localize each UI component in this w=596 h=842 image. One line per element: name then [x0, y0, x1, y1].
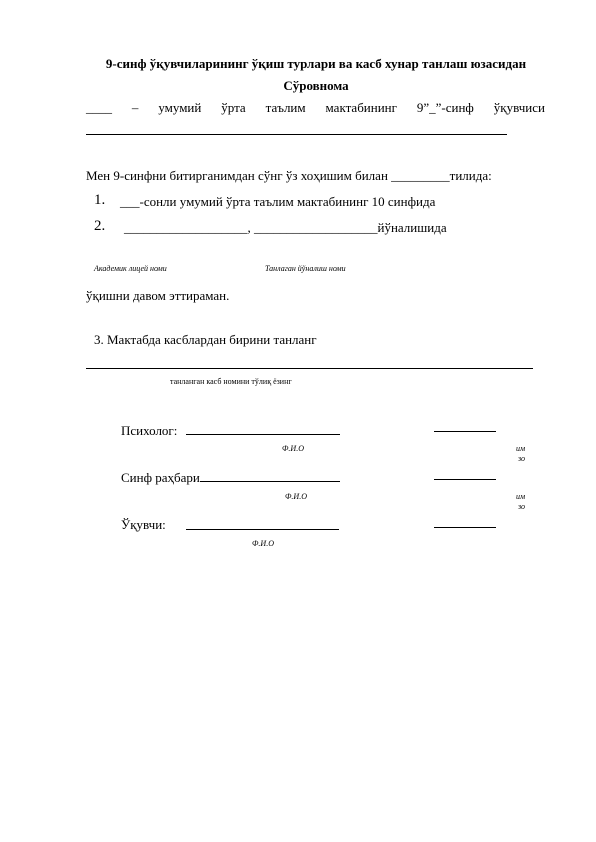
- option-1-label: -сонли умумий ўрта таълим мактабининг 10 синфида: [139, 194, 436, 209]
- document-subtitle: Сўровнома: [283, 78, 349, 93]
- class-label: 9”_”-синф: [416, 100, 474, 115]
- document-title: 9-синф ўқувчиларининг ўқиш турлари ва касб хунар танлаш юзасидан: [105, 56, 527, 71]
- question-3: 3. Мактабда касблардан бирини танланг: [94, 332, 317, 347]
- student-label: Ўқувчи:: [121, 517, 166, 532]
- psychologist-name-line[interactable]: [186, 434, 340, 435]
- profession-caption: танланган касб номини тўлиқ ёзинг: [170, 377, 292, 386]
- psychologist-sign-caption-2: зо: [518, 454, 526, 463]
- option-1-text: [120, 194, 435, 210]
- option-1-number: 1.: [94, 192, 106, 208]
- option-2-text: [124, 220, 447, 236]
- intro-word: ўқувчиси: [493, 100, 545, 115]
- intro-word: ўрта: [221, 100, 246, 115]
- class-teacher-label: Синф раҳбари: [121, 470, 200, 485]
- psychologist-sign-line[interactable]: [434, 431, 496, 432]
- continue-text: ўқишни давом эттираман.: [86, 288, 230, 303]
- class-teacher-name-line[interactable]: [200, 481, 340, 482]
- psychologist-fio-caption: Ф.И.О: [282, 444, 304, 453]
- class-teacher-fio-caption: Ф.И.О: [285, 492, 307, 501]
- psychologist-sign-caption-1: им: [516, 444, 526, 453]
- option-2-number: 2.: [94, 218, 106, 234]
- student-fio-caption: Ф.И.О: [252, 539, 274, 548]
- direction-caption: Танлаган йўналиш номи: [265, 264, 346, 273]
- psychologist-label: Психолог:: [121, 423, 178, 438]
- class-teacher-sign-line[interactable]: [434, 479, 496, 480]
- statement-text: Мен 9-синфни битирганимдан сўнг ўз хоҳишим билан _________тилида:: [86, 168, 492, 183]
- student-sign-line[interactable]: [434, 527, 496, 528]
- class-teacher-sign-caption-1: им: [516, 492, 526, 501]
- lyceum-direction-field[interactable]: ___________________, ___________________: [124, 220, 378, 235]
- class-teacher-sign-caption-2: зо: [518, 502, 526, 511]
- student-name-line[interactable]: [186, 529, 339, 530]
- intro-word: таълим: [265, 100, 306, 115]
- intro-word: мактабининг: [325, 100, 397, 115]
- intro-word: умумий: [158, 100, 202, 115]
- school-number-field[interactable]: ___: [120, 194, 140, 209]
- profession-line[interactable]: [86, 368, 533, 369]
- option-2-label: йўналишида: [377, 220, 447, 235]
- school-number-blank[interactable]: ____: [86, 100, 112, 115]
- student-name-line[interactable]: [86, 134, 507, 135]
- intro-dash: –: [131, 100, 139, 115]
- intro-row: [86, 100, 545, 116]
- lyceum-caption: Академик лицей номи: [94, 264, 167, 273]
